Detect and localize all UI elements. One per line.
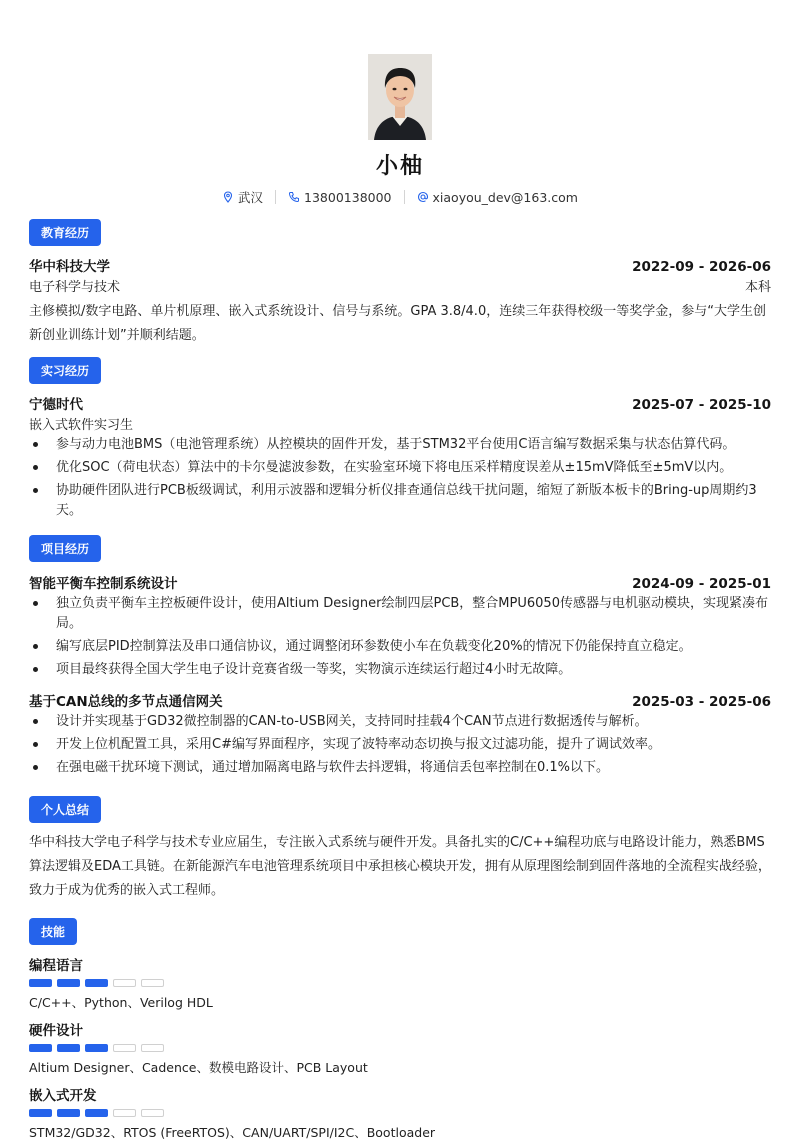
- skill-level-bars: [29, 1044, 771, 1052]
- list-item: 开发上位机配置工具，采用C#编写界面程序，实现了波特率动态切换与报文过滤功能，提升了调试效率。: [29, 735, 771, 755]
- skill-level-empty: [113, 1044, 136, 1052]
- project-bullets: [29, 712, 771, 778]
- skill-level-empty: [113, 1109, 136, 1117]
- skill-level-filled: [57, 1044, 80, 1052]
- contact-divider: [404, 190, 405, 204]
- section-tag-education: 教育经历: [29, 219, 101, 246]
- project-title: 智能平衡车控制系统设计: [29, 576, 178, 592]
- education-dates: 2022-09 - 2026-06: [632, 259, 771, 275]
- degree-name: 本科: [744, 280, 771, 295]
- project-title: 基于CAN总线的多节点通信网关: [29, 694, 223, 710]
- list-item: 独立负责平衡车主控板硬件设计，使用Altium Designer绘制四层PCB，整合MPU6050传感器与电机驱动模块，实现紧凑布局。: [29, 594, 771, 634]
- skill-description: STM32/GD32、RTOS (FreeRTOS)、CAN/UART/SPI/I2C、Bootloader: [29, 1125, 436, 1140]
- skill-item: [29, 1019, 771, 1076]
- list-item: 优化SOC（荷电状态）算法中的卡尔曼滤波参数，在实验室环境下将电压采样精度误差从±15mV降低至±5mV以内。: [29, 458, 771, 478]
- skill-item: [29, 1084, 771, 1141]
- skill-level-filled: [29, 1109, 52, 1117]
- list-item: 参与动力电池BMS（电池管理系统）从控模块的固件开发，基于STM32平台使用C语言编写数据采集与状态估算代码。: [29, 435, 771, 455]
- candidate-name: 小柚: [375, 154, 424, 179]
- project-dates: 2024-09 - 2025-01: [632, 576, 771, 592]
- internship-dates: 2025-07 - 2025-10: [632, 397, 771, 413]
- project-header: [29, 690, 771, 710]
- project-bullets: [29, 594, 771, 680]
- section-tag-internship: 实习经历: [29, 357, 101, 384]
- email-link[interactable]: xiaoyou_dev@163.com: [432, 189, 578, 205]
- skill-name: 硬件设计: [29, 1023, 83, 1039]
- location-text: 武汉: [238, 190, 264, 205]
- skill-level-filled: [57, 979, 80, 987]
- list-item: 项目最终获得全国大学生电子设计竞赛省级一等奖，实物演示连续运行超过4小时无故障。: [29, 660, 771, 680]
- education-subheader: [29, 276, 771, 295]
- contact-email[interactable]: [417, 190, 578, 205]
- summary-text: 华中科技大学电子科学与技术专业应届生，专注嵌入式系统与硬件开发。具备扎实的C/C++编程功底与电路设计能力，熟悉BMS算法逻辑及EDA工具链。在新能源汽车电池管理系统项目中承担核心模块开发，拥有从原理图绘制到固件落地的全流程实战经验，致力于成为优秀的嵌入式工程师。: [29, 835, 771, 898]
- section-tag-summary: 个人总结: [29, 796, 101, 823]
- skill-level-bars: [29, 1109, 771, 1117]
- company-name: 宁德时代: [29, 397, 83, 413]
- contact-location: [222, 188, 263, 206]
- list-item: 设计并实现基于GD32微控制器的CAN-to-USB网关，支持同时挂载4个CAN节点进行数据透传与解析。: [29, 712, 771, 732]
- skill-name: 编程语言: [29, 958, 83, 974]
- skill-level-bars: [29, 979, 771, 987]
- internship-role: 嵌入式软件实习生: [29, 418, 134, 433]
- list-item: 协助硬件团队进行PCB板级调试，利用示波器和逻辑分析仪排查通信总线干扰问题，缩短了新版本板卡的Bring-up周期约3天。: [29, 481, 771, 521]
- skill-level-filled: [85, 979, 108, 987]
- section-tag-projects: 项目经历: [29, 535, 101, 562]
- skill-level-empty: [113, 979, 136, 987]
- list-item: 编写底层PID控制算法及串口通信协议，通过调整闭环参数使小车在负载变化20%的情况下仍能保持直立稳定。: [29, 637, 771, 657]
- skill-level-filled: [29, 979, 52, 987]
- education-header: [29, 255, 771, 275]
- skill-description: C/C++、Python、Verilog HDL: [29, 995, 213, 1010]
- section-tag-skills: 技能: [29, 918, 77, 945]
- major-name: 电子科学与技术: [29, 280, 121, 295]
- skill-level-empty: [141, 1044, 164, 1052]
- resume-header: [29, 0, 771, 206]
- avatar: [368, 54, 432, 140]
- internship-bullets: [29, 435, 771, 521]
- summary-section: [29, 796, 771, 903]
- skill-description: Altium Designer、Cadence、数模电路设计、PCB Layout: [29, 1060, 368, 1075]
- skill-level-filled: [29, 1044, 52, 1052]
- contact-phone: [288, 190, 391, 205]
- internship-header: [29, 393, 771, 413]
- skill-level-empty: [141, 1109, 164, 1117]
- skill-level-filled: [85, 1109, 108, 1117]
- projects-section: [29, 535, 771, 781]
- map-pin-icon: [222, 191, 234, 203]
- at-sign-icon: [417, 191, 429, 203]
- education-description: 主修模拟/数字电路、单片机原理、嵌入式系统设计、信号与系统。GPA 3.8/4.0，连续三年获得校级一等奖学金，参与“大学生创新创业训练计划”并顺利结题。: [29, 304, 766, 343]
- skill-level-filled: [57, 1109, 80, 1117]
- skill-name: 嵌入式开发: [29, 1088, 97, 1104]
- phone-text: 13800138000: [304, 189, 392, 205]
- skills-section: [29, 918, 771, 1141]
- internship-section: [29, 357, 771, 524]
- project-dates: 2025-03 - 2025-06: [632, 694, 771, 710]
- skill-level-empty: [141, 979, 164, 987]
- contact-divider: [275, 190, 276, 204]
- list-item: 在强电磁干扰环境下测试，通过增加隔离电路与软件去抖逻辑，将通信丢包率控制在0.1%以下。: [29, 758, 771, 778]
- contact-bar: [29, 188, 771, 206]
- skill-level-filled: [85, 1044, 108, 1052]
- school-name: 华中科技大学: [29, 259, 110, 275]
- skill-item: [29, 954, 771, 1011]
- project-header: [29, 572, 771, 592]
- education-section: [29, 219, 771, 348]
- phone-icon: [288, 191, 300, 203]
